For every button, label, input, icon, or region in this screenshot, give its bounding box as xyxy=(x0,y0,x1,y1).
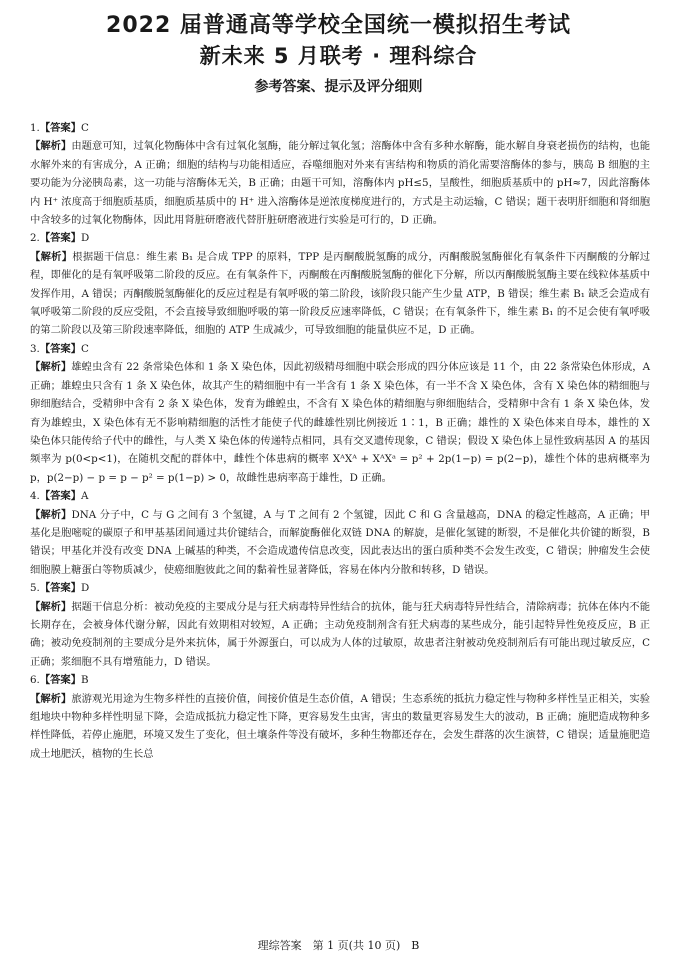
explanation: 【解析】据题干信息分析：被动免疫的主要成分是与狂犬病毒特异性结合的抗体，能与狂犬病毒特异性结合，清除病毒；抗体在体内不能长期存在，会被身体代谢分解，因此有效期相对较短，A 正确；主动免疫制剂含有狂犬病毒的某些成分，能引起特异性免疫反应，B 正确；被动免疫制剂的主要成分是外来抗体，属于外源蛋白，可以成为人体的过敏原，故患者注射被动免疫制剂后有可能出现过敏反应，C 正确；浆细胞不具有增殖能力，D 错误。 xyxy=(30,600,651,668)
answer-choice: C xyxy=(81,342,89,355)
answer-line: 2.【答案】D xyxy=(30,232,90,245)
answer-line: 4.【答案】A xyxy=(30,490,89,503)
question-block xyxy=(30,487,650,579)
question-block xyxy=(30,671,650,763)
explanation: 【解析】由题意可知，过氧化物酶体中含有过氧化氢酶，能分解过氧化氢；溶酶体中含有多种水解酶，能水解自身衰老损伤的结构，也能水解外来的有害成分，A 正确；细胞的结构与功能相适应，吞噬细胞对外来有害结构和物质的消化需要溶酶体的参与，胰岛 B 细胞的主要功能为分泌胰岛素，这一功能与溶酶体无关，B 正确；由题干可知，溶酶体内 pH≤5，呈酸性，细胞质基质中的 pH≈7，因此溶酶体内 H⁺ 浓度高于细胞质基质，细胞质基质中的 H⁺ 进入溶酶体是逆浓度梯度进行的，方式是主动运输，C 错误；题干表明肝细胞和肾细胞中含较多的过氧化物酶体，因此用肾脏研磨液代替肝脏研磨液进行实验是可行的，D 正确。 xyxy=(30,140,651,227)
explanation: 【解析】根据题干信息：维生素 B₁ 是合成 TPP 的原料，TPP 是丙酮酸脱氢酶的成分，丙酮酸脱氢酶催化有氧条件下丙酮酸的分解过程，即催化的是有氧呼吸第二阶段的反应。在有氧条件下，丙酮酸在丙酮酸脱氢酶的催化下分解，所以丙酮酸脱氢酶主要在线粒体基质中发挥作用，A 错误；丙酮酸脱氢酶催化的反应过程是有氧呼吸的第二阶段，该阶段只能产生少量 ATP，B 错误；维生素 B₁ 缺乏会造成有氧呼吸第二阶段的反应受阻，不会直接导致细胞呼吸的第一阶段反应速率降低，C 错误；在有氧条件下，维生素 B₁ 的不足会使有氧呼吸的第二阶段以及第三阶段速率降低，细胞的 ATP 生成减少，可导致细胞的能量供应不足，D 正确。 xyxy=(30,250,650,337)
answer-content xyxy=(30,119,650,763)
explanation: 【解析】旅游观光用途为生物多样性的直接价值，间接价值是生态价值，A 错误；生态系统的抵抗力稳定性与物种多样性呈正相关，实验组地块中物种多样性明显下降，会造成抵抗力稳定性下降，更容易发生虫害，害虫的数量更容易发生大的波动，B 正确；施肥造成物种多样性降低，若停止施肥，环境又发生了变化，但土壤条件等没有破坏，多种生物都还存在，会发生群落的次生演替，C 错误；适量施肥造成土地肥沃，植物的生长总 xyxy=(30,692,650,760)
answer-choice: A xyxy=(81,490,89,503)
answer-choice: B xyxy=(81,674,89,687)
question-block xyxy=(30,229,650,339)
question-block xyxy=(30,119,650,229)
answer-choice: D xyxy=(81,232,90,245)
answer-choice: C xyxy=(81,122,89,134)
answer-line: 3.【答案】C xyxy=(30,342,89,355)
question-block xyxy=(30,340,650,487)
answer-line: 5.【答案】D xyxy=(30,582,90,595)
answer-choice: D xyxy=(81,582,90,595)
explanation: 【解析】雄蝗虫含有 22 条常染色体和 1 条 X 染色体，因此初级精母细胞中联会形成的四分体应该是 11 个，由 22 条常染色体形成，A 正确；雄蝗虫只含有 1 条 X 染色体，故其产生的精细胞中有一半含有 1 条 X 染色体，有一半不含 X 染色体，含有 X 染色体的精细胞与卵细胞结合，受精卵中含有 2 条 X 染色体，发育为雌蝗虫，不含有 X 染色体的精细胞与卵细胞结合，受精卵中含有 1 条 X 染色体，发育为雄蝗虫，X 染色体有无不影响精细胞的活性才能使子代的雌雄性别比例接近 1∶1，B 正确；雄性的 X 染色体来自母本，雄性的 X 染色体只能传给子代中的雌性，与人类 X 染色体的传递特点相同，具有交叉遗传现象，C 错误；假设 X 染色体上显性致病基因 A 的基因频率为 p(0<p<1)，在随机交配的群体中，雌性个体患病的概率 XᴬXᴬ + XᴬXᵃ = p² + 2p(1−p) = p(2−p)，雄性个体的患病概率为 p，p(2−p) − p = p − p² = p(1−p) > 0，故雌性患病率高于雄性，D 正确。 xyxy=(30,361,651,484)
answer-key-title: 参考答案、提示及评分细则 xyxy=(254,79,423,95)
exam-title: 2022 届普通高等学校全国统一模拟招生考试 xyxy=(106,13,571,38)
exam-subtitle: 新未来 5 月联考 · 理科综合 xyxy=(199,44,478,68)
answer-line: 6.【答案】B xyxy=(30,674,89,687)
page-footer: 理综答案 第 1 页(共 10 页) B xyxy=(257,939,420,952)
explanation: 【解析】DNA 分子中，C 与 G 之间有 3 个氢键，A 与 T 之间有 2 个氢键，因此 C 和 G 含量越高，DNA 的稳定性越高，A 正确；甲基化是胞嘧啶的碳原子和甲基基团间通过共价键结合，而解旋酶催化双链 DNA 的解旋，是催化氢键的断裂，不是催化共价键的断裂，B 错误；甲基化并没有改变 DNA 上碱基的种类，不会造成遗传信息改变，因此表达出的蛋白质种类不会发生改变，C 错误；肿瘤发生会使细胞膜上糖蛋白等物质减少，使癌细胞彼此之间的黏着性显著降低，容易在体内分散和转移，D 错误。 xyxy=(30,508,650,576)
question-block xyxy=(30,579,650,671)
answer-line: 1.【答案】C xyxy=(30,122,89,134)
